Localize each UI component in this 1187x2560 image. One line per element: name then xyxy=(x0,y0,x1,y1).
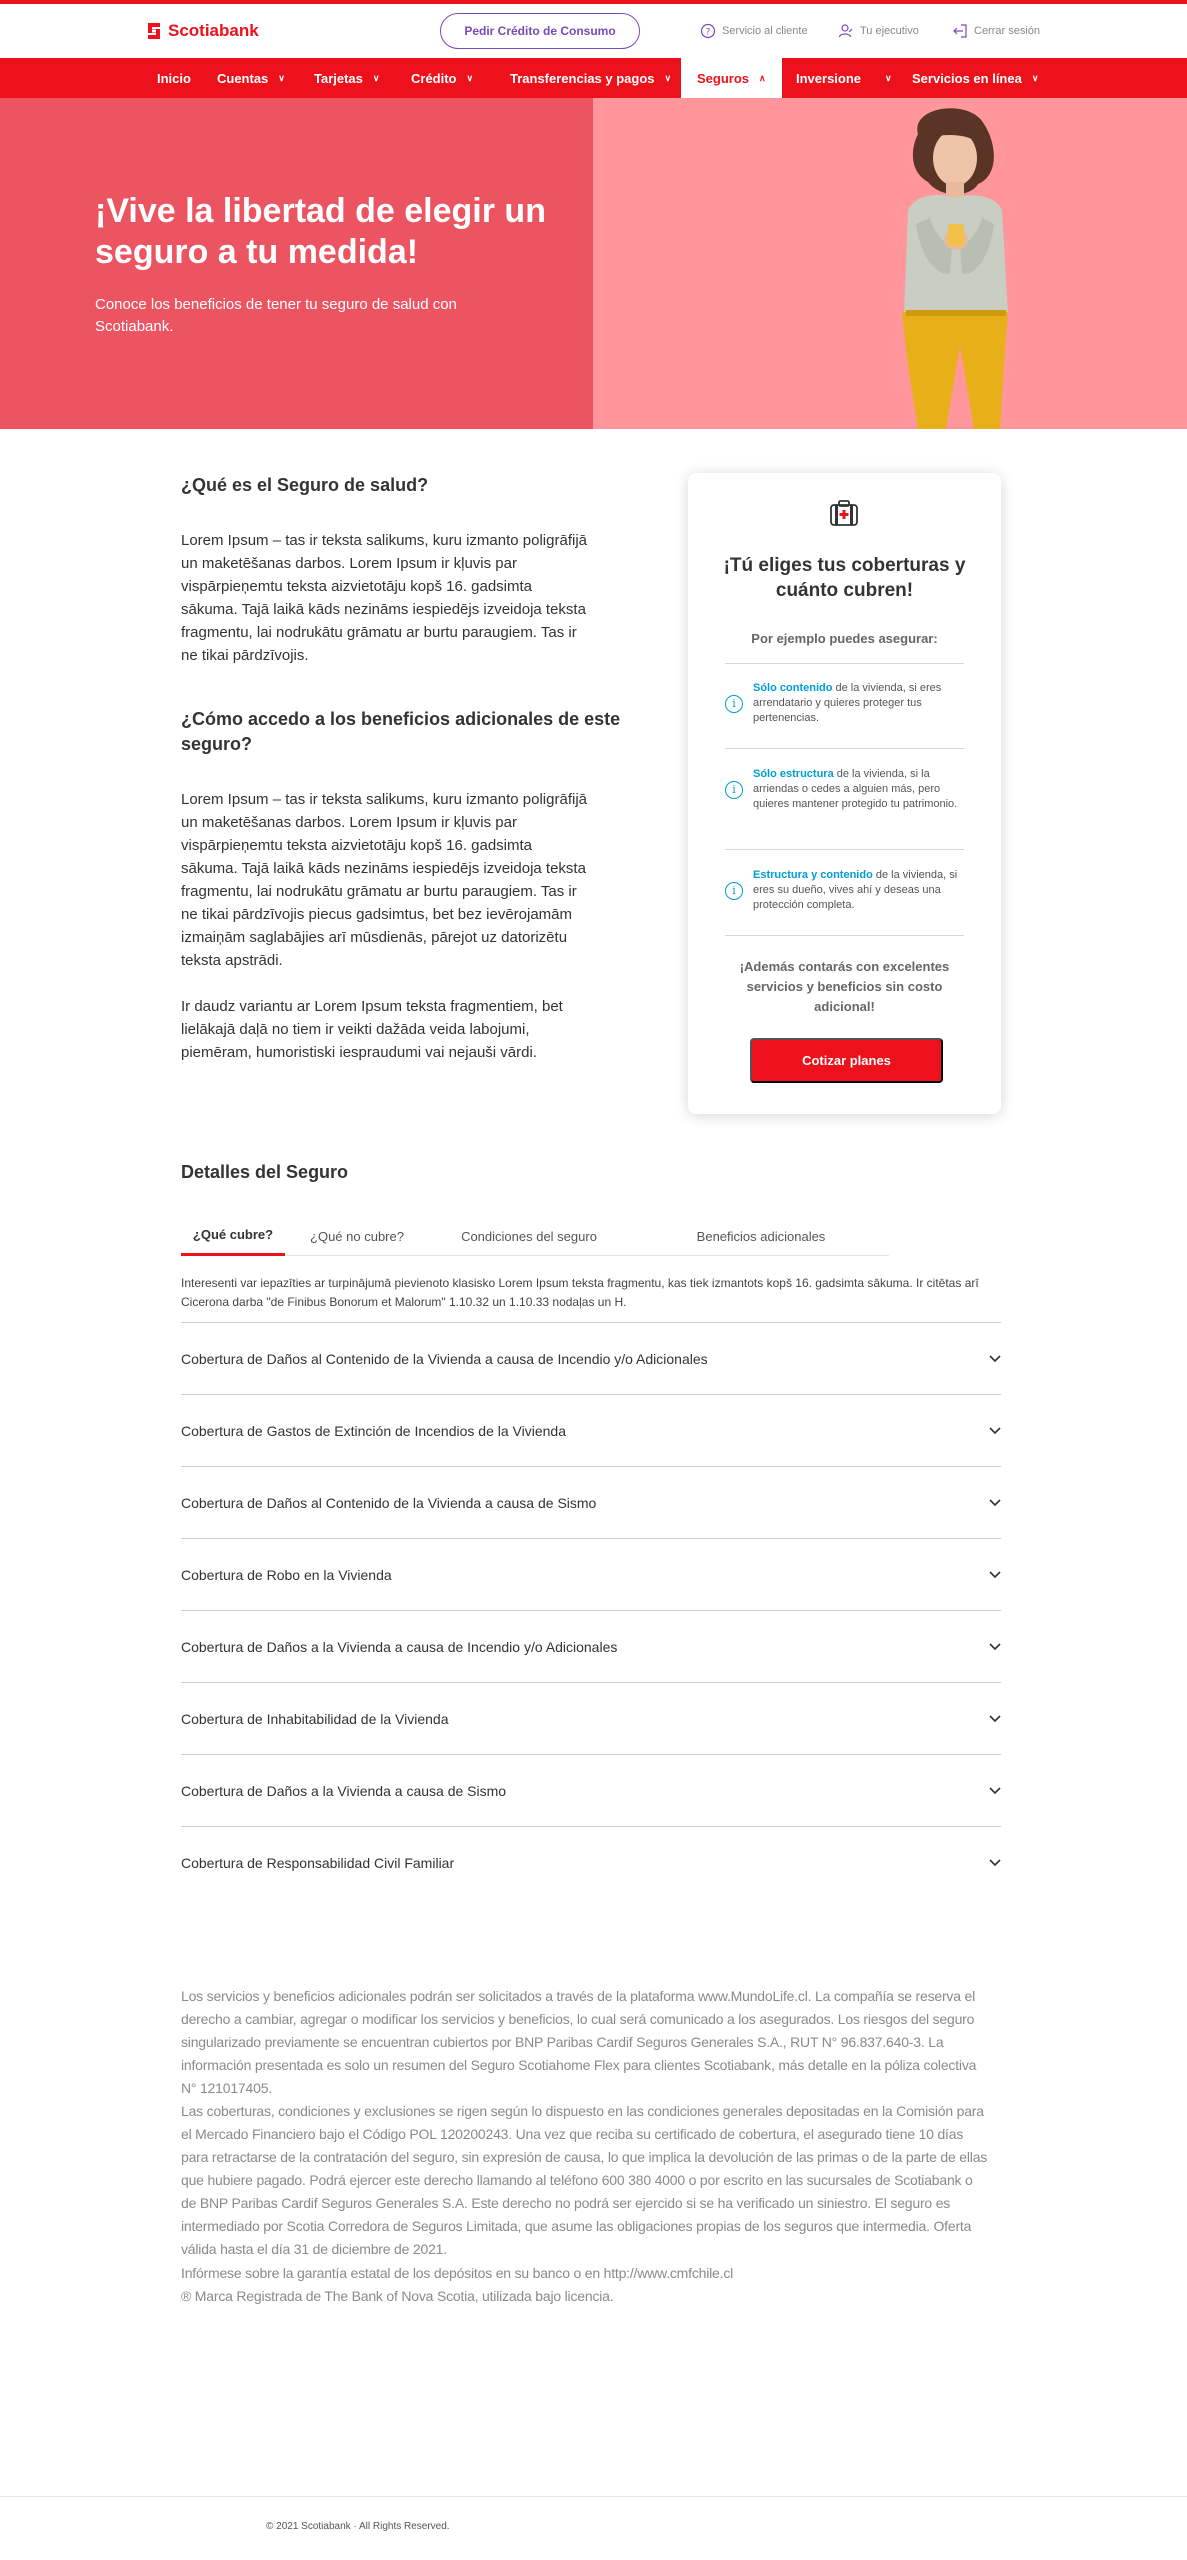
hero-title: ¡Vive la libertad de elegir un seguro a tu medida! xyxy=(95,192,546,271)
section-paragraph: Ir daudz variantu ar Lorem Ipsum teksta fragmentiem, bet lielākajā daļā no tiem ir veikti dažāda veida labojumi, piemēram, humoristiski iespraudumi vai nejauši vārdi. xyxy=(181,998,563,1061)
nav-label: Seguros xyxy=(697,70,750,86)
divider xyxy=(725,849,964,850)
accordion-label: Cobertura de Daños a la Vivienda a causa de Sismo xyxy=(181,1782,507,1799)
coverage-option xyxy=(725,681,964,726)
info-icon: i xyxy=(725,781,743,799)
nav-label: Transferencias y pagos xyxy=(510,70,655,86)
chevron-down-icon xyxy=(989,1859,1001,1867)
info-icon: i xyxy=(725,695,743,713)
divider xyxy=(725,748,964,749)
chevron-down-icon: ∨ xyxy=(278,72,285,83)
accordion-item[interactable] xyxy=(181,1754,1001,1826)
brand-name: Scotiabank xyxy=(168,21,259,40)
nav-label: Inversione xyxy=(796,70,862,86)
chevron-down-icon: ∨ xyxy=(885,72,892,83)
nav-label: Servicios en línea xyxy=(912,70,1022,86)
tab-description: Interesenti var iepazīties ar turpinājumā pievienoto klasisko Lorem Ipsum teksta fragmentu, kas tiek izmantots kopš 16. gadsimta sākuma. Ir citētas arī Cicerona darba "de Finibus Bonorum et Malorum" 1.10.32 un 1.10.33 nodaļas un H. xyxy=(181,1276,979,1309)
customer-service-label: Servicio al cliente xyxy=(722,25,808,37)
option-text xyxy=(753,681,964,726)
tab-que-no-cubre[interactable]: ¿Qué no cubre? xyxy=(310,1228,404,1244)
info-icon: i xyxy=(725,882,743,900)
nav-item-credito[interactable] xyxy=(395,58,489,98)
chevron-down-icon xyxy=(989,1355,1001,1363)
chevron-down-icon xyxy=(989,1499,1001,1507)
nav-item-cuentas[interactable] xyxy=(201,58,301,98)
top-bar xyxy=(0,4,1187,58)
accordion-item[interactable] xyxy=(181,1538,1001,1610)
nav-item-seguros[interactable] xyxy=(681,58,782,98)
accordion-label: Cobertura de Daños a la Vivienda a causa de Incendio y/o Adicionales xyxy=(181,1638,618,1655)
help-circle-icon xyxy=(700,23,716,39)
tab-beneficios[interactable]: Beneficios adicionales xyxy=(696,1228,826,1244)
scotiabank-logo-icon xyxy=(146,22,162,40)
chevron-down-icon xyxy=(989,1427,1001,1435)
hero-banner xyxy=(0,98,1187,429)
chevron-down-icon xyxy=(989,1643,1001,1651)
chevron-down-icon xyxy=(989,1787,1001,1795)
scotiabank-logo[interactable] xyxy=(146,21,259,41)
chevron-down-icon xyxy=(989,1715,1001,1723)
option-description: de la vivienda, si eres su dueño, vives ahí y deseas una protección completa. xyxy=(753,869,958,911)
tab-condiciones[interactable]: Condiciones del seguro xyxy=(461,1228,597,1244)
nav-item-tarjetas[interactable] xyxy=(298,58,396,98)
nav-label: Crédito xyxy=(411,70,457,86)
chevron-down-icon: ∨ xyxy=(372,72,380,83)
copyright-text: © 2021 Scotiabank · All Rights Reserved. xyxy=(266,2521,450,2532)
nav-label: Inicio xyxy=(157,70,191,86)
section-heading: ¿Qué es el Seguro de salud? xyxy=(181,475,429,495)
card-subtitle: Por ejemplo puedes asegurar: xyxy=(751,631,938,646)
logout-label: Cerrar sesión xyxy=(974,25,1041,37)
accordion-label: Cobertura de Inhabitabilidad de la Vivienda xyxy=(181,1710,449,1727)
card-title: ¡Tú eliges tus coberturas y cuánto cubren! xyxy=(723,555,966,601)
coverage-card xyxy=(688,473,1001,1114)
main-content xyxy=(0,429,1187,1871)
legal-disclaimer: Infórmese sobre la garantía estatal de los depósitos en su banco o en http://www.cmfchile.cl xyxy=(181,2265,734,2281)
legal-disclaimer: Las coberturas, condiciones y exclusiones se rigen según lo dispuesto en las condiciones generales depositadas en la Comisión para el Mercado Financiero bajo el Código POL 120200243. Una vez que reciba su certificado de cobertura, el asegurado tiene 10 días para retractarse de la contratación del seguro, sin expresión de causa, lo que implica la devolución de las primas o de la parte de ellas que hubiere pagado. Podrá ejercer este derecho llamando al teléfono 600 380 4000 o por escrito en las sucursales de Scotiabank o de BNP Paribas Cardif Seguros Generales S.A. Este derecho no podrá ser ejercido si se ha verificado un siniestro. El seguro es intermediado por Scotia Corredora de Seguros Limitada, que asume las obligaciones propias de los seguros que intermedia. Oferta válida hasta el día 31 de diciembre de 2021. xyxy=(181,2103,988,2257)
chevron-up-icon: ∧ xyxy=(759,72,766,83)
divider xyxy=(725,935,964,936)
request-credit-button[interactable]: Pedir Crédito de Consumo xyxy=(440,13,640,49)
nav-item-servicios-en-linea[interactable] xyxy=(896,58,1054,98)
card-extra-benefits: ¡Además contarás con excelentes servicios y beneficios sin costo adicional! xyxy=(739,959,950,1014)
quote-plans-button[interactable]: Cotizar planes xyxy=(750,1038,943,1083)
main-navigation xyxy=(0,58,1187,98)
divider xyxy=(725,663,964,664)
accordion-item[interactable] xyxy=(181,1394,1001,1466)
logout-link[interactable] xyxy=(952,23,1040,39)
tab-que-cubre[interactable]: ¿Qué cubre? xyxy=(181,1216,285,1256)
first-aid-kit-icon xyxy=(829,499,859,527)
nav-item-transferencias[interactable] xyxy=(494,58,687,98)
option-description: de la vivienda, si eres arrendatario y quieres proteger tus pertenencias. xyxy=(753,682,942,724)
accordion-label: Cobertura de Daños al Contenido de la Vivienda a causa de Incendio y/o Adicionales xyxy=(181,1350,708,1367)
coverage-option xyxy=(725,767,964,812)
section-paragraph: Lorem Ipsum – tas ir teksta salikums, kuru izmanto poligrāfijā un maketēšanas darbos. Lorem Ipsum ir kļuvis par vispārpieņemtu teksta aizvietotāju kopš 16. gadsimta sākuma. Tajā laikā kāds nezināms iespiedējs izveidoja teksta fragmentu, lai nodrukātu grāmatu ar burtu paraugiem. Tas ir ne tikai pārdzīvojis piecus gadsimtus, bet bez ievērojamām izmaiņām saglabājies arī mūsdienās, pārejot uz datorizētu teksta apstrādi. xyxy=(181,791,587,969)
chevron-down-icon xyxy=(989,1571,1001,1579)
hero-subtitle: Conoce los beneficios de tener tu seguro de salud con Scotiabank. xyxy=(95,296,457,335)
option-highlight: Estructura y contenido xyxy=(753,869,873,881)
logout-icon xyxy=(952,23,968,39)
accordion-label: Cobertura de Responsabilidad Civil Familiar xyxy=(181,1854,455,1871)
chevron-down-icon: ∨ xyxy=(466,72,474,83)
nav-label: Cuentas xyxy=(217,70,269,86)
option-text xyxy=(753,868,964,913)
option-text xyxy=(753,767,964,812)
legal-disclaimer: Los servicios y beneficios adicionales podrán ser solicitados a través de la plataforma www.MundoLife.cl. La compañía se reserva el derecho a cambiar, agregar o modificar los servicios y beneficios, lo cual será comunicado a los asegurados. Los riesgos del seguro singularizado previamente se encuentran cubiertos por BNP Paribas Cardif Seguros Generales S.A., RUT N° 96.837.640-3. La información presentada es solo un resumen del Seguro Scotiahome Flex para clientes Scotiabank, más detalle en la póliza colectiva N° 121017405. xyxy=(181,1988,977,2096)
accordion-item[interactable] xyxy=(181,1682,1001,1754)
executive-link[interactable] xyxy=(838,23,919,39)
nav-label: Tarjetas xyxy=(314,70,363,86)
accordion-item[interactable] xyxy=(181,1826,1001,1898)
nav-item-inicio[interactable] xyxy=(141,58,207,98)
accordion-item[interactable] xyxy=(181,1466,1001,1538)
chevron-down-icon: ∨ xyxy=(1031,72,1039,83)
accordion-label: Cobertura de Gastos de Extinción de Incendios de la Vivienda xyxy=(181,1422,566,1439)
option-highlight: Sólo estructura xyxy=(753,768,834,780)
page-footer xyxy=(0,2496,1187,2560)
legal-disclaimer: ® Marca Registrada de The Bank of Nova Scotia, utilizada bajo licencia. xyxy=(181,2288,614,2304)
coverage-option xyxy=(725,868,964,913)
section-paragraph: Lorem Ipsum – tas ir teksta salikums, kuru izmanto poligrāfijā un maketēšanas darbos. Lorem Ipsum ir kļuvis par vispārpieņemtu teksta aizvietotāju kopš 16. gadsimta sākuma. Tajā laikā kāds nezināms iespiedējs izveidoja teksta fragmentu, lai nodrukātu grāmatu ar burtu paraugiem. Tas ir ne tikai pārdzīvojis. xyxy=(181,532,587,664)
details-tabs xyxy=(181,1216,889,1256)
executive-label: Tu ejecutivo xyxy=(860,25,919,37)
option-highlight: Sólo contenido xyxy=(753,682,833,694)
accordion-label: Cobertura de Daños al Contenido de la Vivienda a causa de Sismo xyxy=(181,1494,597,1511)
chevron-down-icon: ∨ xyxy=(664,72,672,83)
section-heading: ¿Cómo accedo a los beneficios adicionales de este seguro? xyxy=(181,709,621,754)
woman-with-phone-photo xyxy=(880,106,1030,429)
svg-text:?: ? xyxy=(705,27,711,38)
accordion-item[interactable] xyxy=(181,1610,1001,1682)
user-icon xyxy=(838,23,854,39)
details-title: Detalles del Seguro xyxy=(181,1162,349,1182)
accordion-item[interactable] xyxy=(181,1322,1001,1394)
customer-service-link[interactable] xyxy=(700,23,808,39)
accordion-label: Cobertura de Robo en la Vivienda xyxy=(181,1566,392,1583)
nav-item-inversiones[interactable] xyxy=(780,58,908,98)
option-description: de la vivienda, si la arriendas o cedes a alguien más, pero quieres mantener protegido tu patrimonio. xyxy=(753,768,958,810)
